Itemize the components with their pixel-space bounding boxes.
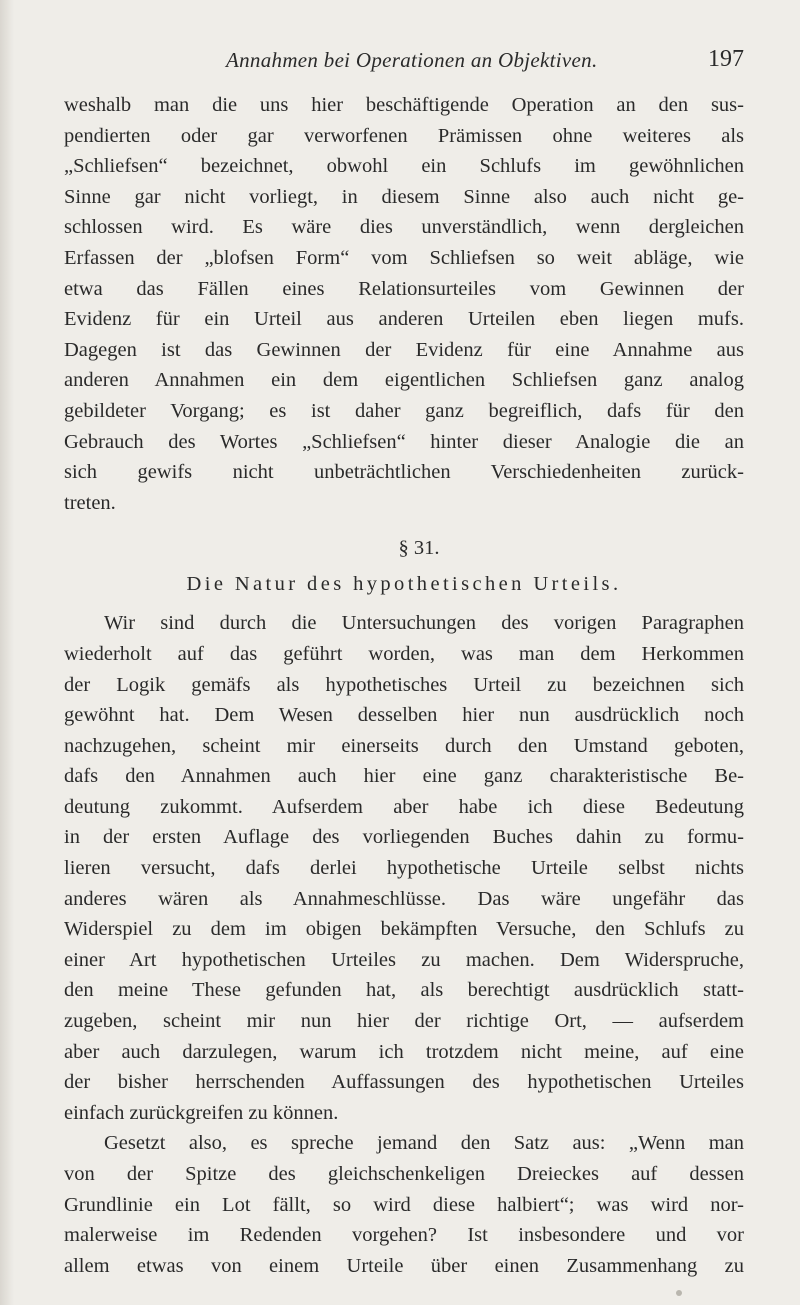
text-line: anderes wären als Annahmeschlüsse. Das wäre ungefähr das	[64, 887, 744, 910]
text-line: Gebrauch des Wortes „Schliefsen“ hinter dieser Analogie die an	[64, 430, 744, 453]
text-line: nachzugehen, scheint mir einerseits durch den Umstand geboten,	[64, 734, 744, 757]
text-line: Widerspiel zu dem im obigen bekämpften Versuche, den Schlufs zu	[64, 918, 744, 941]
text-line: gebildeter Vorgang; es ist daher ganz begreiflich, dafs für den	[64, 399, 744, 422]
text-line: schlossen wird. Es wäre dies unverständlich, wenn dergleichen	[64, 216, 744, 239]
text-line: einer Art hypothetischen Urteiles zu machen. Dem Widerspruche,	[64, 948, 744, 971]
text-line: aber auch darzulegen, warum ich trotzdem nicht meine, auf eine	[64, 1040, 744, 1063]
text-line: in der ersten Auflage des vorliegenden Buches dahin zu formu-	[64, 826, 744, 849]
page-number: 197	[708, 46, 744, 72]
page-gutter-shadow	[0, 0, 14, 1305]
text-line: gewöhnt hat. Dem Wesen desselben hier nun ausdrücklich noch	[64, 704, 744, 727]
text-line: der Logik gemäfs als hypothetisches Urteil zu bezeichnen sich	[64, 673, 744, 696]
paragraph-3	[64, 1128, 744, 1281]
text-line: malerweise im Redenden vorgehen? Ist insbesondere und vor	[64, 1224, 744, 1247]
text-line: „Schliefsen“ bezeichnet, obwohl ein Schlufs im gewöhnlichen	[64, 155, 744, 178]
paragraph-1	[64, 90, 744, 518]
text-line: Wir sind durch die Untersuchungen des vorigen Paragraphen	[104, 612, 744, 635]
text-line: Evidenz für ein Urteil aus anderen Urteilen eben liegen mufs.	[64, 308, 744, 331]
paragraph-2	[64, 608, 744, 1128]
text-line: von der Spitze des gleichschenkeligen Dreieckes auf dessen	[64, 1163, 744, 1185]
running-head: Annahmen bei Operationen an Objektiven.	[226, 48, 598, 72]
text-line: wiederholt auf das geführt worden, was man dem Herkommen	[64, 642, 744, 665]
body-text	[64, 90, 744, 1281]
text-line: pendierten oder gar verworfenen Prämissen ohne weiteres als	[64, 124, 744, 147]
text-line: deutung zukommt. Aufserdem aber habe ich diese Bedeutung	[64, 795, 744, 818]
text-line: einfach zurückgreifen zu können.	[64, 1101, 339, 1124]
text-line: Gesetzt also, es spreche jemand den Satz aus: „Wenn man	[104, 1132, 744, 1155]
section-number: § 31.	[398, 537, 440, 560]
section-title: Die Natur des hypothetischen Urteils.	[186, 573, 622, 596]
text-line: weshalb man die uns hier beschäftigende Operation an den sus-	[64, 94, 744, 116]
text-line: der bisher herrschenden Auffassungen des hypothetischen Urteiles	[64, 1071, 744, 1094]
ink-speck	[676, 1290, 682, 1296]
text-line: Erfassen der „blofsen Form“ vom Schliefsen so weit abläge, wie	[64, 246, 744, 269]
text-line: dafs den Annahmen auch hier eine ganz charakteristische Be-	[64, 765, 744, 788]
text-line: etwa das Fällen eines Relationsurteiles vom Gewinnen der	[64, 277, 744, 300]
text-line: sich gewifs nicht unbeträchtlichen Verschiedenheiten zurück-	[64, 461, 744, 484]
text-line: den meine These gefunden hat, als berechtigt ausdrücklich statt-	[64, 979, 744, 1002]
text-line: Dagegen ist das Gewinnen der Evidenz für eine Annahme aus	[64, 338, 744, 361]
text-line: anderen Annahmen ein dem eigentlichen Schliefsen ganz analog	[64, 369, 744, 392]
page-header	[226, 48, 744, 78]
text-line: zugeben, scheint mir nun hier der richtige Ort, — aufserdem	[64, 1010, 744, 1033]
text-line: lieren versucht, dafs derlei hypothetische Urteile selbst nichts	[64, 857, 744, 880]
text-line: Grundlinie ein Lot fällt, so wird diese halbiert“; was wird nor-	[64, 1193, 744, 1216]
text-line: Sinne gar nicht vorliegt, in diesem Sinne also auch nicht ge-	[64, 185, 744, 208]
text-line: treten.	[64, 491, 116, 514]
text-line: allem etwas von einem Urteile über einen Zusammenhang zu	[64, 1254, 744, 1277]
